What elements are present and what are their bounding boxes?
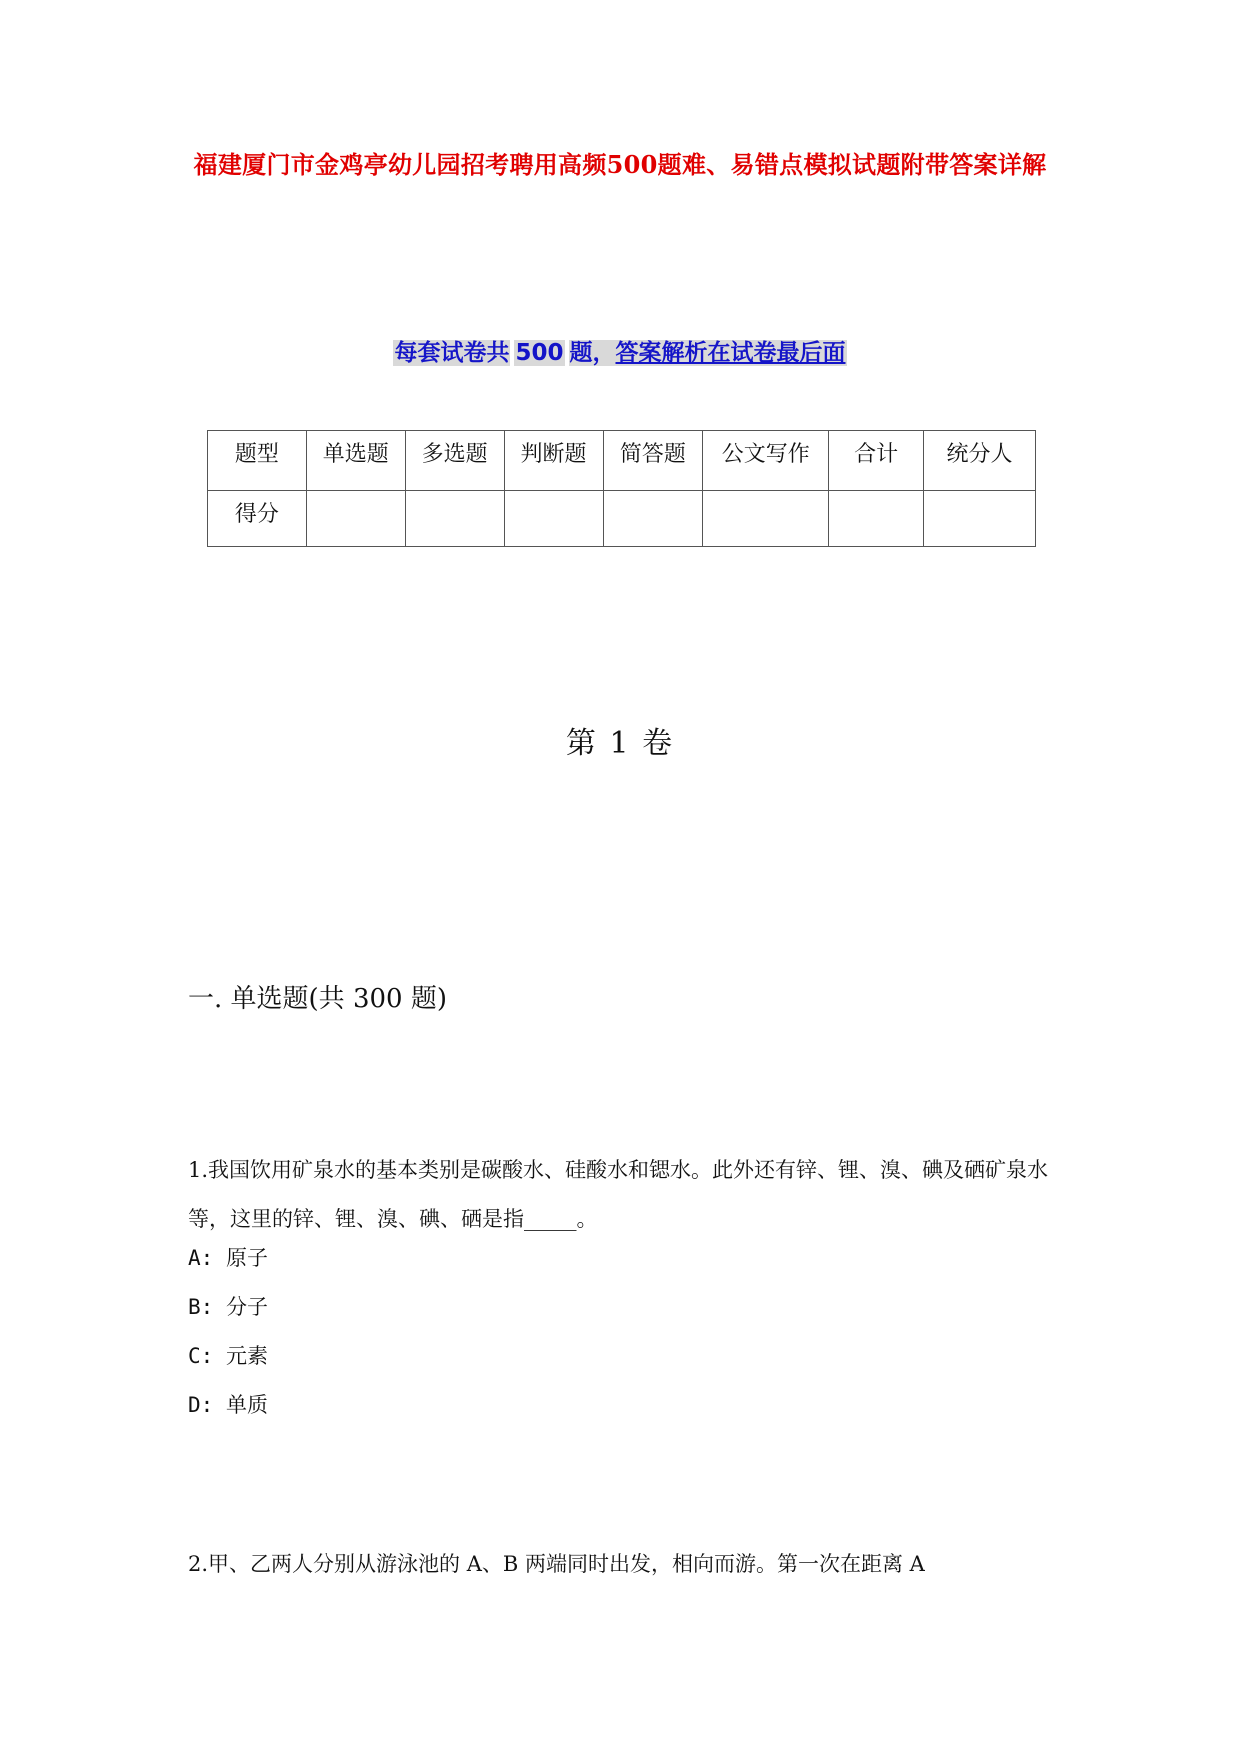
- subtitle-part-1: 每套试卷共: [394, 340, 510, 366]
- score-cell-multi-choice[interactable]: [405, 491, 504, 547]
- question-text: 我国饮用矿泉水的基本类别是碳酸水、硅酸水和锶水。此外还有锌、锂、溴、碘及硒矿泉水等，这里的锌、锂、溴、碘、硒是指_____。: [188, 1158, 1049, 1231]
- score-cell-scorer[interactable]: [924, 491, 1036, 547]
- score-cell-official-writing[interactable]: [703, 491, 829, 547]
- question-1-options: [188, 1234, 268, 1430]
- question-2: [188, 1540, 1068, 1589]
- subtitle-banner: [0, 336, 1240, 370]
- header-cell-total: 合计: [829, 431, 924, 491]
- header-cell-scorer: 统分人: [924, 431, 1036, 491]
- header-cell-single-choice: 单选题: [306, 431, 405, 491]
- score-cell-total[interactable]: [829, 491, 924, 547]
- header-cell-type: 题型: [208, 431, 307, 491]
- subtitle-part-2: 500: [515, 340, 564, 366]
- option-text: 元素: [226, 1344, 268, 1368]
- score-cell-short-answer[interactable]: [603, 491, 703, 547]
- option-letter: B:: [188, 1295, 214, 1319]
- option-text: 分子: [226, 1295, 268, 1319]
- header-cell-true-false: 判断题: [504, 431, 603, 491]
- volume-heading: 第 1 卷: [565, 726, 675, 761]
- header-cell-multi-choice: 多选题: [405, 431, 504, 491]
- option-letter: C:: [188, 1344, 214, 1368]
- score-table-score-row: [208, 491, 1036, 547]
- question-1: [188, 1146, 1068, 1244]
- score-table: [207, 430, 1036, 547]
- answer-location-link[interactable]: 答案解析在试卷最后面: [615, 340, 846, 366]
- score-row-label: 得分: [208, 491, 307, 547]
- score-cell-single-choice[interactable]: [306, 491, 405, 547]
- score-cell-true-false[interactable]: [504, 491, 603, 547]
- subtitle-prefix: 题，: [569, 340, 616, 366]
- option-d[interactable]: [188, 1381, 268, 1430]
- option-c[interactable]: [188, 1332, 268, 1381]
- subtitle-part-3: [569, 340, 847, 366]
- question-number: 2.: [188, 1552, 209, 1576]
- section-heading: 一. 单选题(共 300 题): [188, 984, 447, 1014]
- option-text: 单质: [226, 1393, 268, 1417]
- question-text: 甲、乙两人分别从游泳池的 A、B 两端同时出发，相向而游。第一次在距离 A: [208, 1552, 925, 1576]
- option-letter: A:: [188, 1246, 214, 1270]
- header-cell-official-writing: 公文写作: [703, 431, 829, 491]
- score-table-header-row: [208, 431, 1036, 491]
- document-title: 福建厦门市金鸡亭幼儿园招考聘用高频500题难、易错点模拟试题附带答案详解: [193, 150, 1047, 179]
- option-b[interactable]: [188, 1283, 268, 1332]
- option-text: 原子: [226, 1246, 268, 1270]
- option-letter: D:: [188, 1393, 214, 1417]
- header-cell-short-answer: 简答题: [603, 431, 703, 491]
- question-number: 1.: [188, 1158, 209, 1182]
- option-a[interactable]: [188, 1234, 268, 1283]
